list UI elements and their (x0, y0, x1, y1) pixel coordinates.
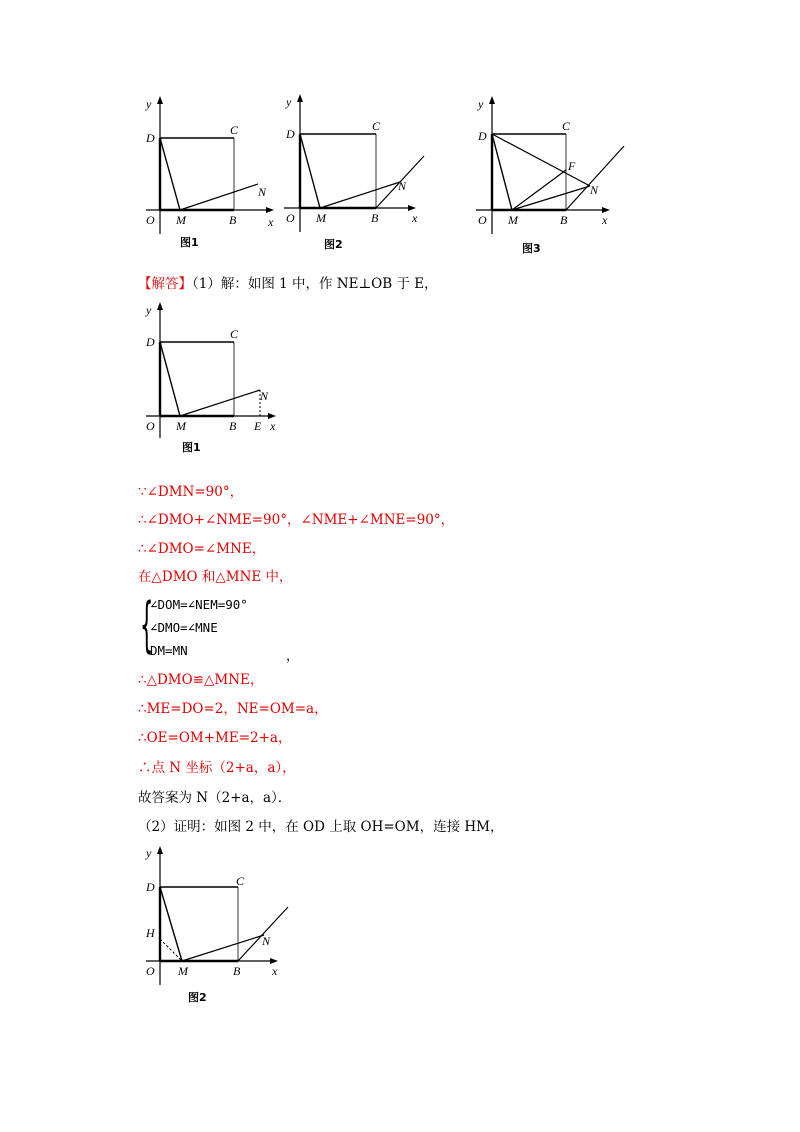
label-y: y (478, 97, 484, 111)
solution-line-10: （2）证明：如图 2 中，在 OD 上取 OH=OM，连接 HM， (138, 819, 504, 835)
figure-caption: 图1 (182, 441, 201, 454)
label-x: x (268, 215, 274, 229)
label-F: F (568, 159, 576, 173)
solution-line-3: ∴∠DMO=∠MNE， (138, 541, 266, 557)
label-D: D (286, 127, 295, 141)
solution-line-8: ∴点 N 坐标（2+a，a）， (138, 760, 296, 776)
label-H: H (146, 926, 155, 940)
label-O: O (146, 419, 155, 433)
label-O: O (478, 213, 487, 227)
label-N: N (260, 389, 269, 403)
figure-1-top (140, 92, 280, 252)
system-equation-3: DM=MN (150, 643, 188, 658)
label-N: N (258, 185, 267, 199)
label-N: N (590, 183, 599, 197)
label-C: C (230, 123, 239, 137)
label-y: y (146, 846, 152, 860)
label-C: C (236, 874, 245, 888)
figure-2-top (280, 90, 430, 255)
label-x: x (272, 964, 278, 978)
answer-header-text: （1）解：如图 1 中，作 NE⊥OB 于 E， (192, 276, 438, 292)
label-M: M (178, 964, 188, 978)
label-C: C (562, 119, 571, 133)
label-B: B (560, 213, 568, 227)
label-D: D (146, 131, 155, 145)
label-E: E (254, 419, 262, 433)
solution-line-1: ∵∠DMN=90°， (138, 484, 244, 500)
solution-line-5: ∴△DMO≌△MNE， (138, 672, 264, 688)
answer-tag: 【解答】 (138, 276, 192, 292)
label-M: M (176, 419, 186, 433)
system-tail: ， (286, 649, 300, 664)
figure-caption: 图3 (522, 242, 541, 255)
label-x: x (270, 419, 276, 433)
figure-2-answer (140, 845, 300, 1010)
label-B: B (229, 419, 237, 433)
label-B: B (229, 213, 237, 227)
label-O: O (286, 211, 295, 225)
system-brace: { (140, 590, 154, 660)
solution-line-7: ∴OE=OM+ME=2+a， (138, 730, 292, 746)
figure-3-top (472, 92, 632, 257)
figure-1-answer (140, 298, 290, 458)
label-D: D (146, 880, 155, 894)
label-M: M (508, 213, 518, 227)
label-x: x (602, 213, 608, 227)
label-C: C (230, 327, 239, 341)
solution-line-2: ∴∠DMO+∠NME=90°，∠NME+∠MNE=90°， (138, 512, 455, 528)
equation-system (140, 590, 300, 664)
label-B: B (371, 211, 379, 225)
label-y: y (286, 95, 292, 109)
solution-line-9: 故答案为 N（2+a，a）． (138, 790, 292, 806)
label-y: y (146, 97, 152, 111)
label-O: O (146, 964, 155, 978)
label-N: N (262, 934, 271, 948)
label-x: x (412, 211, 418, 225)
system-equation-1: ∠DOM=∠NEM=90° (150, 597, 248, 612)
label-C: C (372, 119, 381, 133)
answer-header (138, 275, 438, 293)
label-M: M (316, 211, 326, 225)
solution-line-4: 在△DMO 和△MNE 中， (138, 569, 293, 585)
figure-caption: 图2 (188, 991, 207, 1004)
label-M: M (176, 213, 186, 227)
label-O: O (146, 213, 155, 227)
solution-line-6: ∴ME=DO=2，NE=OM=a， (138, 701, 328, 717)
system-equation-2: ∠DMO=∠MNE (150, 620, 218, 635)
label-y: y (146, 303, 152, 317)
figure-caption: 图2 (324, 238, 343, 251)
label-N: N (398, 179, 407, 193)
figure-caption: 图1 (180, 236, 199, 249)
label-B: B (233, 964, 241, 978)
label-D: D (478, 129, 487, 143)
label-D: D (146, 335, 155, 349)
